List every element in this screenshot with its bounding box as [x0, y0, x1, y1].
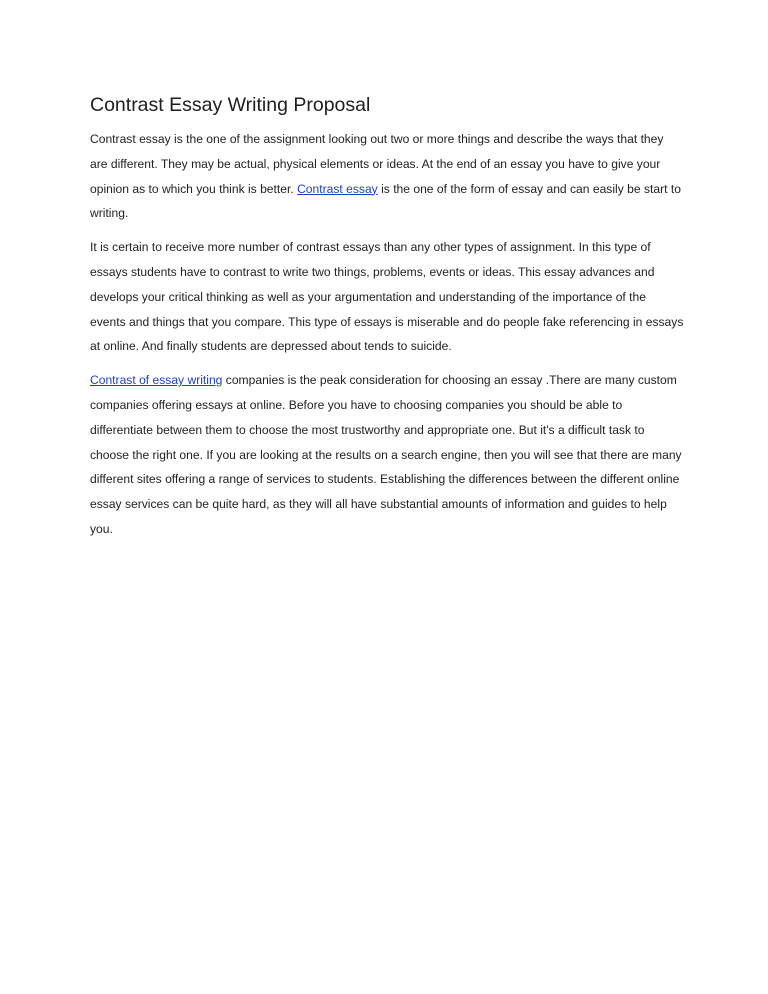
contrast-of-essay-writing-link[interactable]: Contrast of essay writing: [90, 373, 223, 388]
paragraph-2: It is certain to receive more number of contrast essays than any other types of assignment. In this type of essays students have to contrast to write two things, problems, events or ideas. This essay advances and develops your critical thinking as well as your argumentation and understanding of the importance of the events and things that you compare. This type of essays is miserable and do people fake referencing in essays at online. And finally students are depressed about tends to suicide.: [90, 240, 684, 354]
paragraph-3-text-end: companies is the peak consideration for choosing an essay .There are many custom companies offering essays at online. Before you have to choosing companies you should be able to differentiate between them to choose the most trustworthy and appropriate one. But it's a difficult task to choose the right one. If you are looking at the results on a search engine, then you will see that there are many different sites offering a range of services to students. Establishing the differences between the different online essay services can be quite hard, as they will all have substantial amounts of information and guides to help you.: [90, 373, 682, 536]
paragraph-1: [90, 127, 684, 226]
document-title: Contrast Essay Writing Proposal: [90, 94, 371, 116]
paragraph-3: [90, 368, 684, 542]
document-body: [90, 92, 684, 551]
contrast-essay-link[interactable]: Contrast essay: [297, 181, 378, 196]
paragraph-1-text-end: is the one of the form of essay and can easily be start to writing.: [90, 181, 681, 221]
paragraph-1-text-start: Contrast essay is the one of the assignment looking out two or more things and describe the ways that they are different. They may be actual, physical elements or ideas. At the end of an essay you have to give your opinion as to which you think is better.: [90, 132, 664, 196]
